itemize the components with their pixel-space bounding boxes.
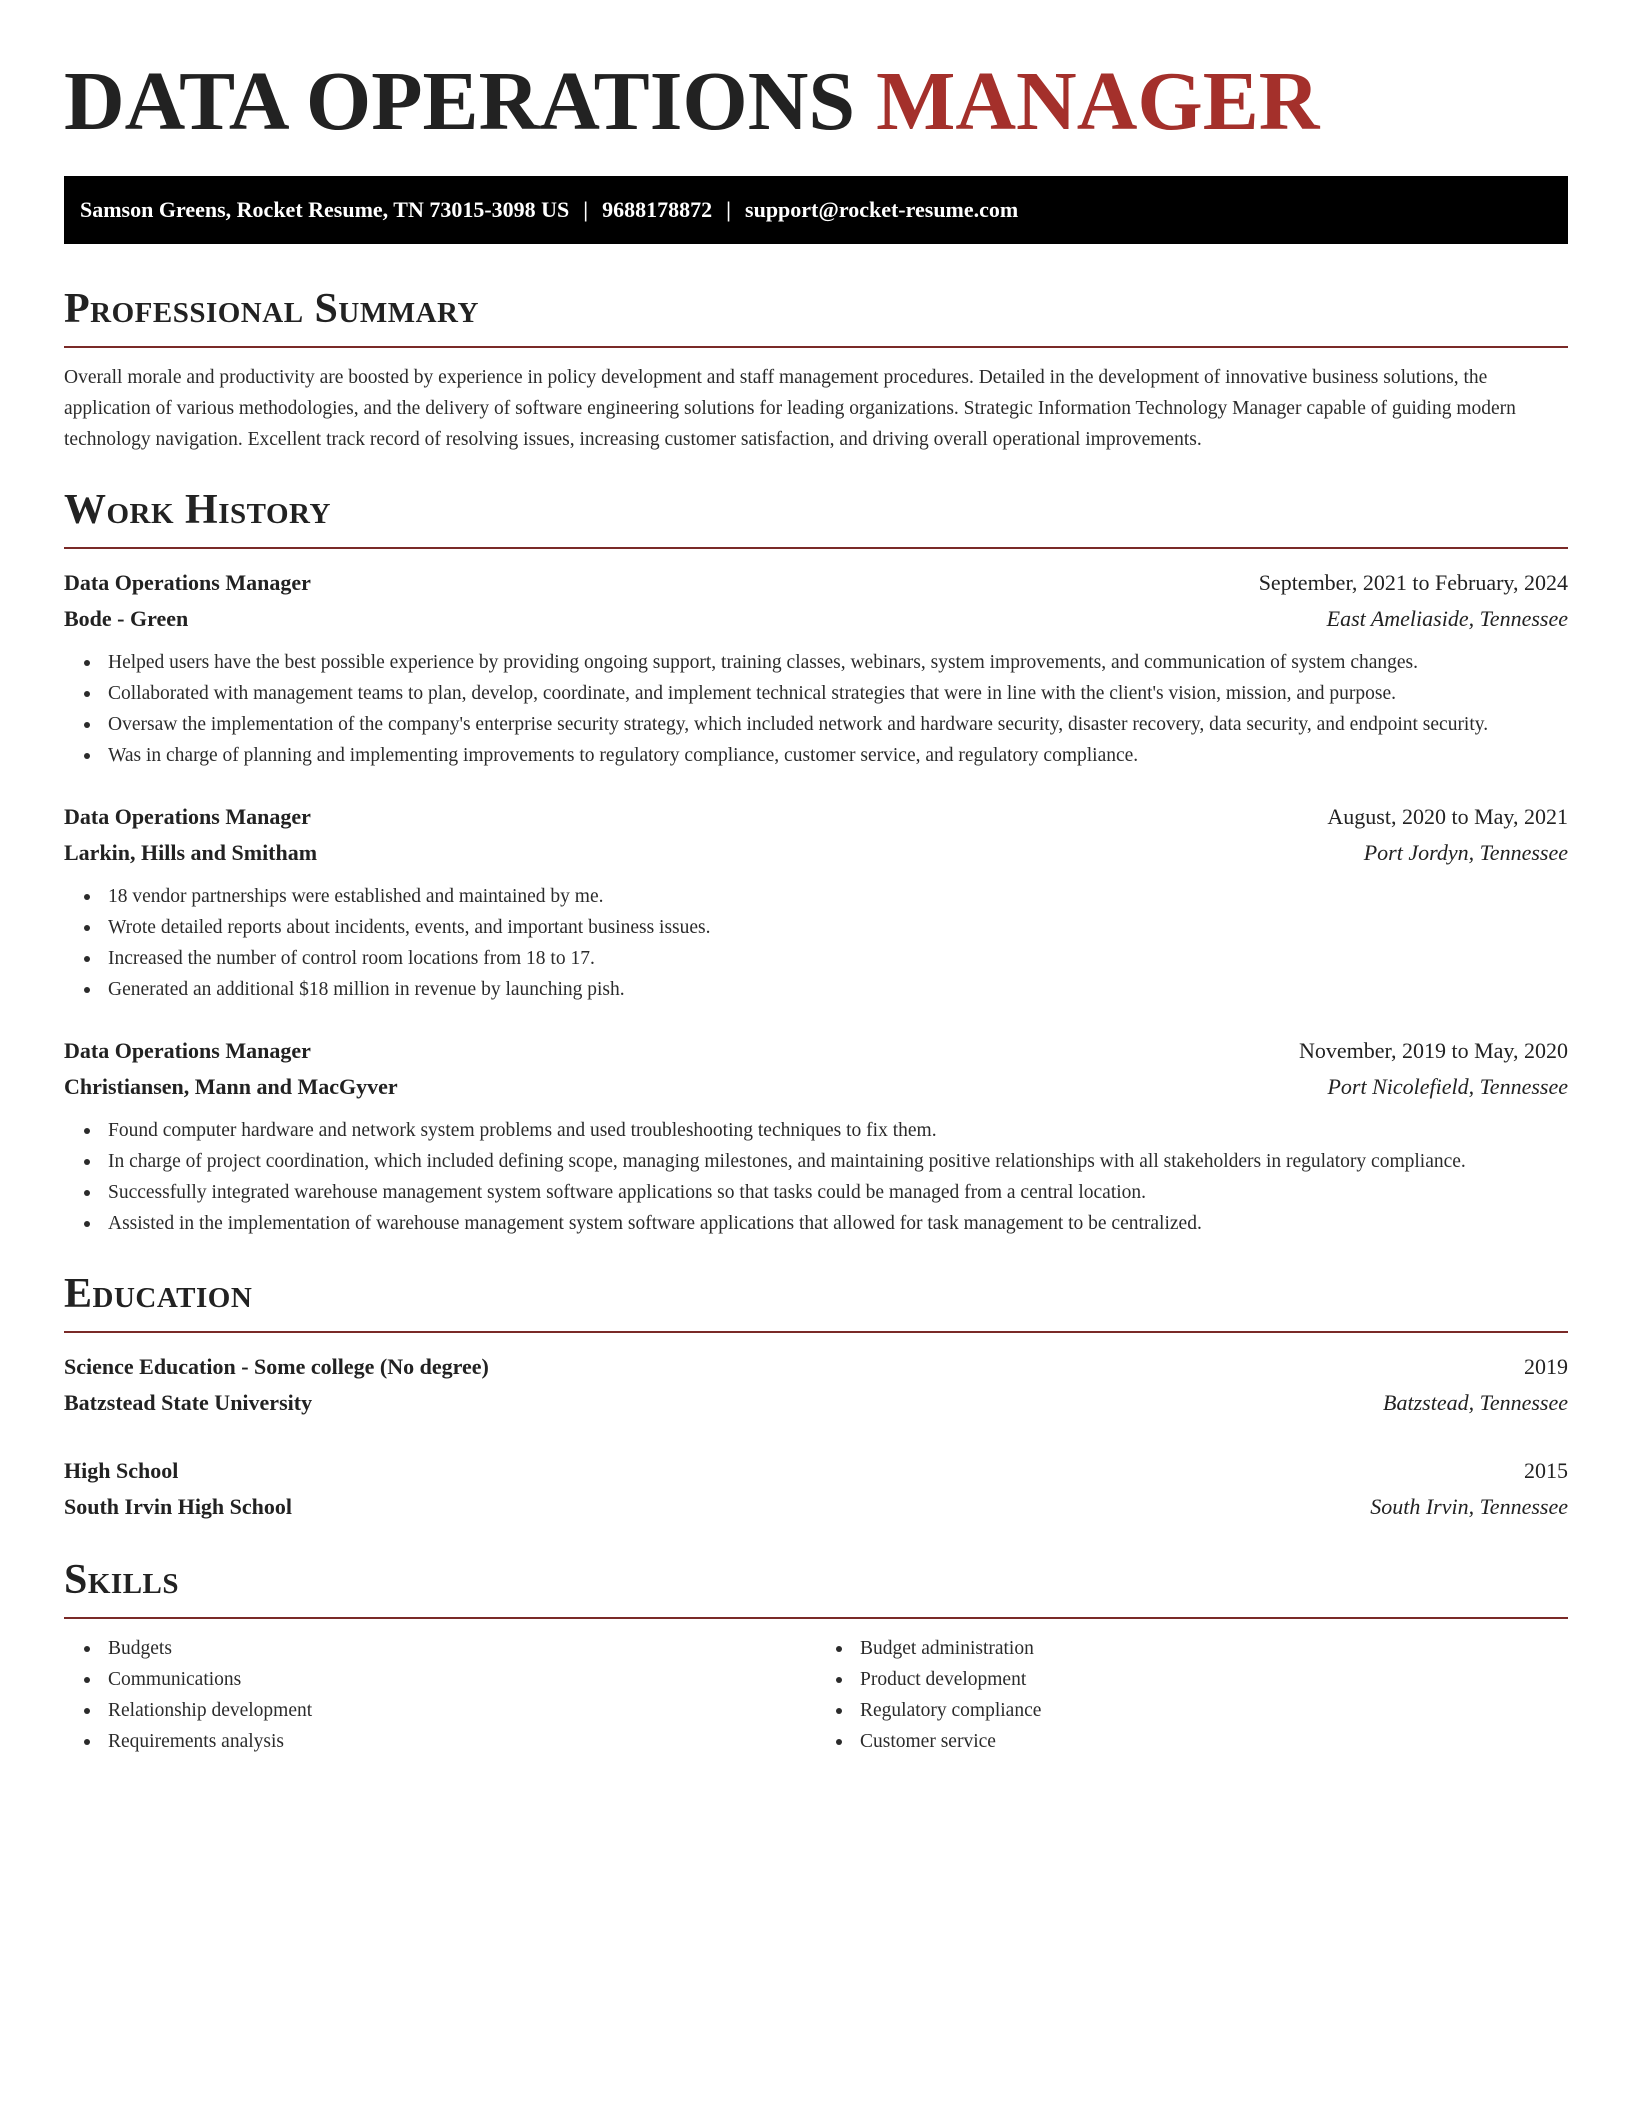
skill-item: Budget administration [860,1633,1568,1664]
contact-address: Samson Greens, Rocket Resume, TN 73015-3098 US [80,197,570,222]
education-year: 2015 [1524,1458,1568,1483]
job-title: Data Operations Manager [64,1038,311,1063]
work-history-heading: Work History [64,487,331,533]
education-section [64,1269,1568,1525]
skill-item: Communications [108,1664,816,1695]
skills-columns [64,1633,1568,1757]
summary-section [64,284,1568,455]
work-history-section [64,485,1568,1239]
education-entry [64,1453,1568,1525]
contact-bar [64,176,1568,244]
contact-phone: 9688178872 [602,197,713,222]
skill-item: Relationship development [108,1695,816,1726]
resume-title [64,0,1568,152]
job-company: Larkin, Hills and Smitham [64,840,318,865]
section-divider [64,1331,1568,1333]
skills-section [64,1555,1568,1757]
education-location: Batzstead, Tennessee [1383,1390,1568,1415]
job-bullet: In charge of project coordination, which included defining scope, managing milestones, and maintaining positive relationships with all stakeholders in regulatory compliance. [108,1146,1568,1177]
job-bullet: Helped users have the best possible experience by providing ongoing support, training classes, webinars, system improvements, and communication of system changes. [108,647,1568,678]
job-dates: August, 2020 to May, 2021 [1327,804,1568,829]
job-entry [64,1033,1568,1239]
job-dates: November, 2019 to May, 2020 [1299,1038,1568,1063]
job-bullet: Generated an additional $18 million in revenue by launching pish. [108,974,1568,1005]
contact-email: support@rocket-resume.com [745,197,1019,222]
job-bullets [64,647,1568,771]
skill-item: Regulatory compliance [860,1695,1568,1726]
education-location: South Irvin, Tennessee [1370,1494,1568,1519]
title-main: DATA OPERATIONS [64,55,856,148]
education-school: Batzstead State University [64,1390,313,1415]
job-bullet: Found computer hardware and network system problems and used troubleshooting techniques to fix them. [108,1115,1568,1146]
job-bullet: Assisted in the implementation of warehouse management system software applications that allowed for task management to be centralized. [108,1208,1568,1239]
title-accent: MANAGER [876,55,1320,148]
job-location: Port Jordyn, Tennessee [1363,840,1568,865]
job-company: Christiansen, Mann and MacGyver [64,1074,398,1099]
summary-text: Overall morale and productivity are boosted by experience in policy development and staff management procedures. Detailed in the development of innovative business solutions, the application of various methodologies, and the delivery of software engineering solutions for leading organizations. Strategic Information Technology Manager capable of guiding modern technology navigation. Excellent track record of resolving issues, increasing customer satisfaction, and driving overall operational improvements. [64,367,1516,450]
education-entry [64,1349,1568,1421]
education-degree: High School [64,1458,179,1483]
job-entry [64,799,1568,1005]
education-year: 2019 [1524,1354,1568,1379]
section-divider [64,346,1568,348]
job-bullet: Wrote detailed reports about incidents, events, and important business issues. [108,912,1568,943]
job-bullet: Successfully integrated warehouse management system software applications so that tasks could be managed from a central location. [108,1177,1568,1208]
job-bullet: Oversaw the implementation of the company's enterprise security strategy, which included network and hardware security, disaster recovery, data security, and endpoint security. [108,709,1568,740]
skills-list-right [816,1633,1568,1757]
skill-item: Product development [860,1664,1568,1695]
job-location: Port Nicolefield, Tennessee [1327,1074,1568,1099]
section-divider [64,1617,1568,1619]
skills-list-left [64,1633,816,1757]
education-heading: Education [64,1271,253,1317]
job-bullet: 18 vendor partnerships were established and maintained by me. [108,881,1568,912]
job-location: East Ameliaside, Tennessee [1326,606,1568,631]
job-title: Data Operations Manager [64,570,311,595]
education-degree: Science Education - Some college (No degree) [64,1354,489,1379]
job-company: Bode - Green [64,606,189,631]
job-bullet: Was in charge of planning and implementing improvements to regulatory compliance, customer service, and regulatory compliance. [108,740,1568,771]
resume-page [64,0,1568,1757]
job-bullet: Collaborated with management teams to plan, develop, coordinate, and implement technical strategies that were in line with the client's vision, mission, and purpose. [108,678,1568,709]
skill-item: Customer service [860,1726,1568,1757]
job-bullets [64,1115,1568,1239]
contact-separator: | [583,197,589,222]
skill-item: Budgets [108,1633,816,1664]
job-entry [64,565,1568,771]
skills-heading: Skills [64,1557,180,1603]
education-school: South Irvin High School [64,1494,293,1519]
job-dates: September, 2021 to February, 2024 [1258,570,1568,595]
job-bullet: Increased the number of control room locations from 18 to 17. [108,943,1568,974]
job-bullets [64,881,1568,1005]
section-divider [64,547,1568,549]
contact-separator: | [726,197,732,222]
summary-heading: Professional Summary [64,286,479,332]
job-title: Data Operations Manager [64,804,311,829]
skill-item: Requirements analysis [108,1726,816,1757]
